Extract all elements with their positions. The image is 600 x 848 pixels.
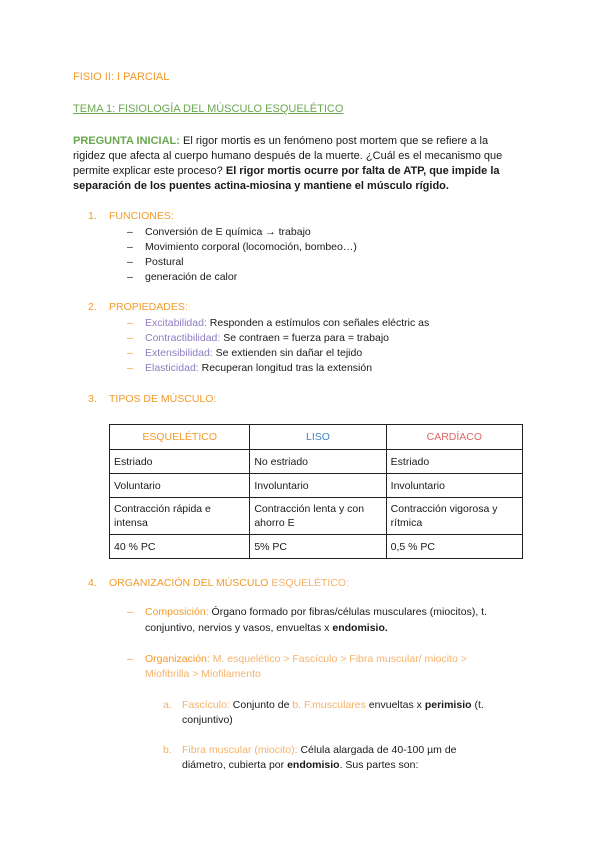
property-excitabilidad xyxy=(145,316,429,331)
list-item: – xyxy=(127,332,133,344)
list-item: – xyxy=(127,317,133,329)
initial-question-line1 xyxy=(73,134,543,149)
sub-b-term: Fibra muscular (miocito): xyxy=(182,744,298,756)
sub-a-text-3: (t. xyxy=(474,699,484,711)
composition-text-2: conjuntivo, nervios y vasos, envueltas x xyxy=(145,622,330,634)
property-contractibilidad xyxy=(145,331,389,346)
section4-number: 4. xyxy=(88,577,97,589)
question-text-2: rigidez que afecta al cuerpo humano después de la muerte. ¿Cuál es el mecanismo que xyxy=(73,150,503,162)
sub-a-ref: b. F.musculares xyxy=(292,699,366,711)
composition-text-1: Órgano formado por fibras/células musculares (miocitos), t. xyxy=(211,606,487,618)
list-item-text: Movimiento corporal (locomoción, bombeo…) xyxy=(145,241,357,253)
composition-line2 xyxy=(145,621,388,636)
organization-hierarchy-2: Miofibrilla > Miofilamento xyxy=(145,668,261,680)
list-item: – xyxy=(127,241,133,253)
table-row xyxy=(110,450,523,474)
table-cell: Estriado xyxy=(386,450,522,474)
list-item-text: Postural xyxy=(145,256,184,268)
list-item: – xyxy=(127,606,133,618)
property-term: Extensibilidad: xyxy=(145,347,213,359)
table-cell: Estriado xyxy=(110,450,250,474)
list-item: – xyxy=(127,362,133,374)
table-cell: Contracción rápida e intensa xyxy=(110,498,250,535)
property-elasticidad xyxy=(145,361,372,376)
composition-term: Composición: xyxy=(145,606,209,618)
list-item: – xyxy=(127,347,133,359)
table-cell: 40 % PC xyxy=(110,535,250,559)
section2-number: 2. xyxy=(88,301,97,313)
section1-number: 1. xyxy=(88,210,97,222)
property-term: Elasticidad: xyxy=(145,362,199,374)
property-extensibilidad xyxy=(145,346,362,361)
list-item-text: generación de calor xyxy=(145,271,238,283)
organization-line1 xyxy=(145,652,467,667)
section2-title: PROPIEDADES: xyxy=(109,301,188,313)
sub-a-line2: conjuntivo) xyxy=(182,714,233,726)
section1-title: FUNCIONES: xyxy=(109,210,174,222)
property-term: Excitabilidad: xyxy=(145,317,207,329)
organization-term: Organización: xyxy=(145,653,210,665)
list-item-text: Conversión de E química → trabajo xyxy=(145,226,311,238)
initial-question-line3 xyxy=(73,164,500,179)
question-label: PREGUNTA INICIAL: xyxy=(73,135,180,147)
table-cell: 0,5 % PC xyxy=(386,535,522,559)
question-answer-2: separación de los puentes actina-miosina y mantiene el músculo rígido. xyxy=(73,180,449,192)
table-header-cell: ESQUELÉTICO xyxy=(110,425,250,450)
table-row xyxy=(110,535,523,559)
table-header-cell: LISO xyxy=(250,425,386,450)
table-cell: Involuntario xyxy=(250,474,386,498)
sub-b-text-3: . Sus partes son: xyxy=(339,759,419,771)
sub-b-marker: b. xyxy=(163,744,172,756)
sub-a-term: Fascículo: xyxy=(182,699,230,711)
list-item: – xyxy=(127,256,133,268)
table-cell: 5% PC xyxy=(250,535,386,559)
section4-title xyxy=(109,576,349,591)
list-item: – xyxy=(127,653,133,665)
sub-b-text-1: Célula alargada de 40-100 µm de xyxy=(300,744,457,756)
list-item: – xyxy=(127,271,133,283)
table-cell: Contracción lenta y con ahorro E xyxy=(250,498,386,535)
table-cell: No estriado xyxy=(250,450,386,474)
section3-title: TIPOS DE MÚSCULO: xyxy=(109,393,217,405)
topic-title: TEMA 1: FISIOLOGÍA DEL MÚSCULO ESQUELÉTICO xyxy=(73,103,344,115)
sub-a-marker: a. xyxy=(163,699,172,711)
sub-a-line1 xyxy=(182,698,484,713)
sub-a-bold: perimisio xyxy=(424,699,472,711)
property-term: Contractibilidad: xyxy=(145,332,221,344)
property-desc: Se contraen = fuerza para = trabajo xyxy=(223,332,389,344)
section4-title-text: ORGANIZACIÓN DEL MÚSCULO xyxy=(109,577,269,589)
table-header-row xyxy=(110,425,523,450)
table-row xyxy=(110,474,523,498)
sub-a-text-1: Conjunto de xyxy=(232,699,290,711)
property-desc: Se extienden sin dañar el tejido xyxy=(215,347,363,359)
sub-b-bold: endomisio xyxy=(287,759,340,771)
question-text-3: permite explicar este proceso? xyxy=(73,165,223,177)
table-header-cell: CARDÍACO xyxy=(386,425,522,450)
list-item: – xyxy=(127,226,133,238)
sub-a-text-2: envueltas x xyxy=(368,699,422,711)
muscle-types-table xyxy=(109,424,523,559)
sub-b-line1 xyxy=(182,743,457,758)
section4-title-accent: ESQUELÉTICO: xyxy=(271,577,349,589)
question-answer-1: El rigor mortis ocurre por falta de ATP, que impide la xyxy=(225,165,500,177)
table-cell: Voluntario xyxy=(110,474,250,498)
course-header: FISIO II: I PARCIAL xyxy=(73,71,170,83)
property-desc: Responden a estímulos con señales eléctric as xyxy=(209,317,430,329)
question-text-1: El rigor mortis es un fenómeno post mortem que se refiere a la xyxy=(183,135,489,147)
sub-b-text-2: diámetro, cubierta por xyxy=(182,759,285,771)
sub-b-line2 xyxy=(182,758,418,773)
table-cell: Involuntario xyxy=(386,474,522,498)
property-desc: Recuperan longitud tras la extensión xyxy=(201,362,373,374)
organization-hierarchy-1: M. esquelético > Fascículo > Fibra muscular/ miocito > xyxy=(212,653,467,665)
composition-bold: endomisio. xyxy=(332,622,388,634)
table-cell: Contracción vigorosa y rítmica xyxy=(386,498,522,535)
table-row xyxy=(110,498,523,535)
section3-number: 3. xyxy=(88,393,97,405)
composition-line1 xyxy=(145,605,545,620)
